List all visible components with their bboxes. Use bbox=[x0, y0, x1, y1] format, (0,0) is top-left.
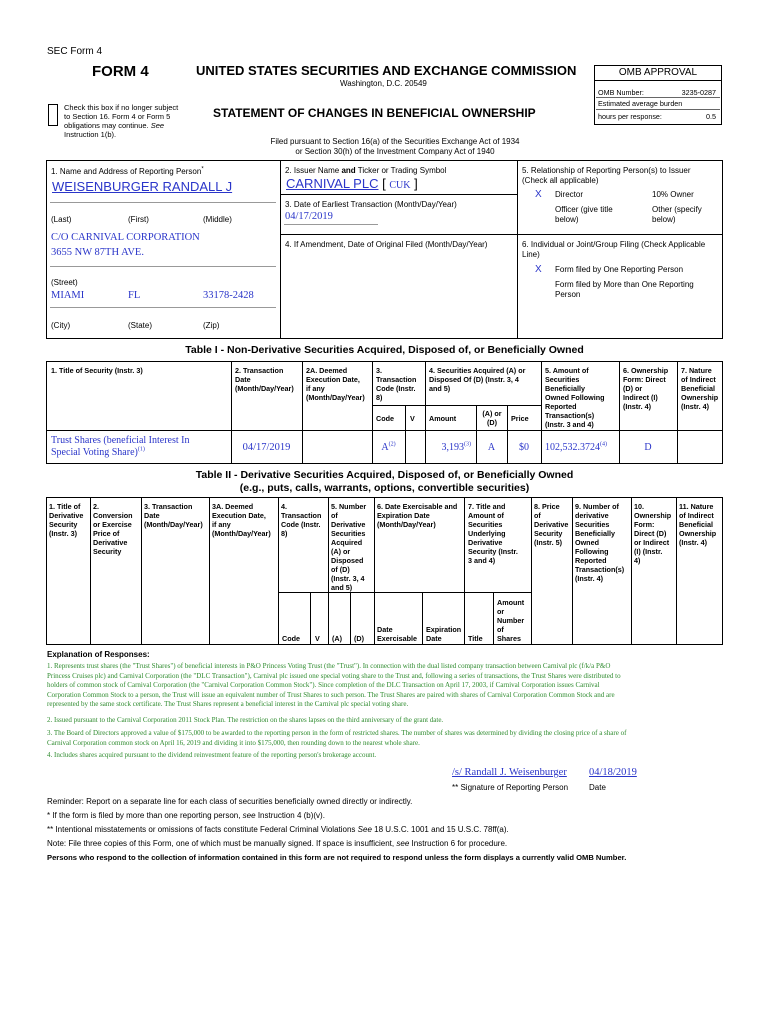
one-reporting-person-checkmark[interactable]: X bbox=[535, 264, 542, 275]
t1-row-owned: 102,532.3724$^{(4)}$ bbox=[545, 441, 607, 453]
t2-sub-date-exercisable: Date Exercisable bbox=[377, 625, 417, 643]
t1-row-title: Trust Shares (beneficial Interest In Special Voting Share)$^{(1)}$ bbox=[51, 435, 190, 458]
commission-location: Washington, D.C. 20549 bbox=[340, 79, 427, 88]
t2-h5: 5. Number of Derivative Securities Acquired (A) or Disposed of (D) (Instr. 3, 4 and 5) bbox=[331, 502, 367, 592]
reminder-text: Reminder: Report on a separate line for each class of securities beneficially owned directly or indirectly. bbox=[47, 797, 413, 806]
explanation-note-1: 1. Represents trust shares (the "Trust Shares") of beneficial interests in P&O Princess Voting Trust (the "Trust"). In connection with the dual listed company transaction between Carnival plc (f/k/a P&O Princess Cruises plc) and Carnival Corporation (the "DLC Transaction"), Carnival plc issued one special voting share to the Trust and, following a series of transactions, the Trust Shares were distributed to holders of common stock of Carnival Corporation (the "Carnival Corporation Common Stock"). Since completion of the DLC Transaction on April 17, 2003, if Carnival Corporation issues Carnival Corporation Common Stock to a person, the Trust will issue an equivalent number of Trust Shares to such person. The Trust Shares are paired with shares of Carnival Corporation Common Stock and are represented by the same stock certificate. The Trust Shares represent a beneficial interest in the Carnival plc special voting share. bbox=[47, 662, 621, 709]
t2-h2: 2. Conversion or Exercise Price of Derivative Security bbox=[93, 502, 133, 556]
state-value: FL bbox=[128, 290, 141, 301]
signature-name: /s/ Randall J. Weisenburger bbox=[452, 767, 567, 778]
t1-row-price: $0 bbox=[519, 442, 529, 453]
t2-h6: 6. Date Exercisable and Expiration Date (Month/Day/Year) bbox=[377, 502, 458, 529]
last-label: (Last) bbox=[51, 215, 72, 224]
t1-h2a: 2A. Deemed Execution Date, if any (Month/Day/Year) bbox=[306, 366, 365, 402]
t1-h3: 3. Transaction Code (Instr. 8) bbox=[376, 366, 417, 402]
omb-burden-label: Estimated average burden bbox=[598, 99, 683, 108]
t1-h5: 5. Amount of Securities Beneficially Owned Following Reported Transaction(s) (Instr. 3 and 4) bbox=[545, 366, 605, 429]
t2-h7: 7. Title and Amount of Securities Underlying Derivative Security (Instr. 3 and 4) bbox=[468, 502, 518, 565]
checkbox-instructions: Check this box if no longer subject to Section 16. Form 4 or Form 5 obligations may continue. See Instruction 1(b). bbox=[64, 103, 179, 139]
street-label: (Street) bbox=[51, 278, 78, 287]
t2-h1: 1. Title of Derivative Security (Instr. 3) bbox=[49, 502, 84, 538]
t1-sub-v: V bbox=[410, 414, 415, 423]
explanation-note-3: 3. The Board of Directors approved a value of $175,000 to be awarded to the reporting person in the form of restricted shares. The number of shares was determined by dividing the closing price of a share of Carnival Corporation common stock on April 16, 2019 and dividing it into $175,000, then rounding down to the nearest whole share. bbox=[47, 729, 627, 747]
address-lines: C/O CARNIVAL CORPORATION 3655 NW 87TH AVE. bbox=[51, 232, 200, 258]
t2-h10: 10. Ownership Form: Direct (D) or Indirect (I) (Instr. 4) bbox=[634, 502, 672, 565]
director-label: Director bbox=[555, 190, 584, 199]
t2-h3: 3. Transaction Date (Month/Day/Year) bbox=[144, 502, 203, 529]
city-label: (City) bbox=[51, 321, 71, 330]
box5-label: 5. Relationship of Reporting Person(s) to Issuer (Check all applicable) bbox=[522, 166, 691, 185]
zip-label: (Zip) bbox=[203, 321, 220, 330]
t1-h2: 2. Transaction Date (Month/Day/Year) bbox=[235, 366, 294, 393]
t2-sub-title: Title bbox=[468, 634, 483, 643]
t1-row-aord: A bbox=[487, 442, 496, 453]
explanation-note-4: 4. Includes shares acquired pursuant to the dividend reinvestment feature of the reporting person's brokerage account. bbox=[47, 751, 377, 759]
t1-sub-code: Code bbox=[376, 414, 394, 423]
box6-label: 6. Individual or Joint/Group Filing (Check Applicable Line) bbox=[522, 240, 706, 259]
middle-label: (Middle) bbox=[203, 215, 232, 224]
t1-h4: 4. Securities Acquired (A) or Disposed Of (D) (Instr. 3, 4 and 5) bbox=[429, 366, 526, 393]
box3-label: 3. Date of Earliest Transaction (Month/Day/Year) bbox=[285, 200, 457, 209]
footer-note: Note: File three copies of this Form, one of which must be manually signed. If space is insufficient, see Instruction 6 for procedure. bbox=[47, 839, 508, 848]
omb-hours-value: 0.5 bbox=[706, 112, 716, 121]
box4-label: 4. If Amendment, Date of Original Filed (Month/Day/Year) bbox=[285, 240, 488, 249]
t2-sub-expiration: Expiration Date bbox=[426, 625, 462, 643]
statement-title: STATEMENT OF CHANGES IN BENEFICIAL OWNERSHIP bbox=[213, 106, 536, 120]
reporting-person-name: WEISENBURGER RANDALL J bbox=[52, 179, 233, 194]
city-value: MIAMI bbox=[51, 290, 85, 301]
t2-sub-a: (A) bbox=[332, 634, 342, 643]
t2-sub-amount: Amount or Number of Shares bbox=[497, 598, 525, 643]
signature-date-label: Date bbox=[589, 783, 606, 792]
ten-percent-owner-label: 10% Owner bbox=[652, 190, 694, 199]
t2-sub-v: V bbox=[315, 634, 320, 643]
footnote-double-star: ** Intentional misstatements or omissions of facts constitute Federal Criminal Violations See 18 U.S.C. 1001 and 15 U.S.C. 78ff(a). bbox=[47, 825, 509, 834]
commission-title: UNITED STATES SECURITIES AND EXCHANGE COMMISSION bbox=[196, 63, 577, 78]
one-reporting-person-label: Form filed by One Reporting Person bbox=[555, 265, 684, 274]
issuer-name: CARNIVAL PLC [ CUK ] bbox=[286, 176, 418, 191]
signature-label: ** Signature of Reporting Person bbox=[452, 783, 569, 792]
t2-h8: 8. Price of Derivative Security (Instr. 5) bbox=[534, 502, 569, 547]
state-label: (State) bbox=[128, 321, 153, 330]
t2-h3a: 3A. Deemed Execution Date, if any (Month/Day/Year) bbox=[212, 502, 271, 538]
table2-title: Table II - Derivative Securities Acquired, Disposed of, or Beneficially Owned (e.g., puts, calls, warrants, options, convertible securities) bbox=[195, 469, 574, 494]
first-label: (First) bbox=[128, 215, 149, 224]
earliest-transaction-date: 04/17/2019 bbox=[285, 211, 333, 222]
footnote-star: * If the form is filed by more than one reporting person, see Instruction 4 (b)(v). bbox=[47, 811, 325, 820]
t1-row-amount: 3,193$^{(3)}$ bbox=[441, 441, 471, 453]
box1-label: 1. Name and Address of Reporting Person* bbox=[51, 166, 204, 176]
omb-disclaimer: Persons who respond to the collection of information contained in this form are not required to respond unless the form displays a currently valid OMB Number. bbox=[47, 853, 627, 862]
filed-pursuant: Filed pursuant to Section 16(a) of the Securities Exchange Act of 1934 or Section 30(h) of the Investment Company Act of 1940 bbox=[270, 137, 520, 156]
box2-label: 2. Issuer Name and Ticker or Trading Symbol bbox=[285, 166, 447, 175]
t1-h1: 1. Title of Security (Instr. 3) bbox=[51, 366, 143, 375]
form-title: FORM 4 bbox=[92, 63, 149, 80]
table1-title: Table I - Non-Derivative Securities Acquired, Disposed of, or Beneficially Owned bbox=[185, 344, 584, 356]
omb-number-label: OMB Number: bbox=[598, 88, 644, 97]
t2-sub-code: Code bbox=[282, 634, 300, 643]
explanation-heading: Explanation of Responses: bbox=[47, 650, 150, 659]
t1-sub-amount: Amount bbox=[429, 414, 457, 423]
ticker-symbol: CUK bbox=[389, 180, 411, 191]
omb-number-value: 3235-0287 bbox=[681, 88, 716, 97]
t2-h4: 4. Transaction Code (Instr. 8) bbox=[281, 502, 322, 538]
more-reporting-persons-label: Form filed by More than One Reporting Person bbox=[555, 280, 694, 299]
t2-h11: 11. Nature of Indirect Beneficial Ownership (Instr. 4) bbox=[679, 502, 717, 547]
t1-h7: 7. Nature of Indirect Beneficial Ownership (Instr. 4) bbox=[681, 366, 719, 411]
other-label: Other (specify below) bbox=[652, 205, 702, 224]
zip-value: 33178-2428 bbox=[203, 290, 254, 301]
t2-h9: 9. Number of derivative Securities Beneficially Owned Following Reported Transaction(s) (Instr. 4) bbox=[575, 502, 625, 583]
no-longer-subject-checkbox[interactable] bbox=[48, 104, 58, 126]
director-checkmark[interactable]: X bbox=[535, 189, 542, 200]
t1-row-code: $A^{(2)}$ bbox=[381, 441, 396, 453]
t1-sub-aord: (A) or (D) bbox=[482, 409, 502, 427]
t1-row-date: 04/17/2019 bbox=[242, 442, 291, 453]
omb-hours-label: hours per response: bbox=[598, 112, 662, 121]
t1-row-form: D bbox=[644, 442, 652, 453]
explanation-note-2: 2. Issued pursuant to the Carnival Corporation 2011 Stock Plan. The restriction on the shares lapses on the third anniversary of the grant date. bbox=[47, 716, 444, 724]
sec-form-label: SEC Form 4 bbox=[47, 46, 103, 57]
t1-sub-price: Price bbox=[511, 414, 529, 423]
t2-sub-d: (D) bbox=[354, 634, 364, 643]
signature-date: 04/18/2019 bbox=[589, 767, 637, 778]
omb-title: OMB APPROVAL bbox=[594, 66, 722, 81]
officer-label: Officer (give title below) bbox=[555, 205, 613, 224]
t1-h6: 6. Ownership Form: Direct (D) or Indirect (I) (Instr. 4) bbox=[623, 366, 669, 411]
